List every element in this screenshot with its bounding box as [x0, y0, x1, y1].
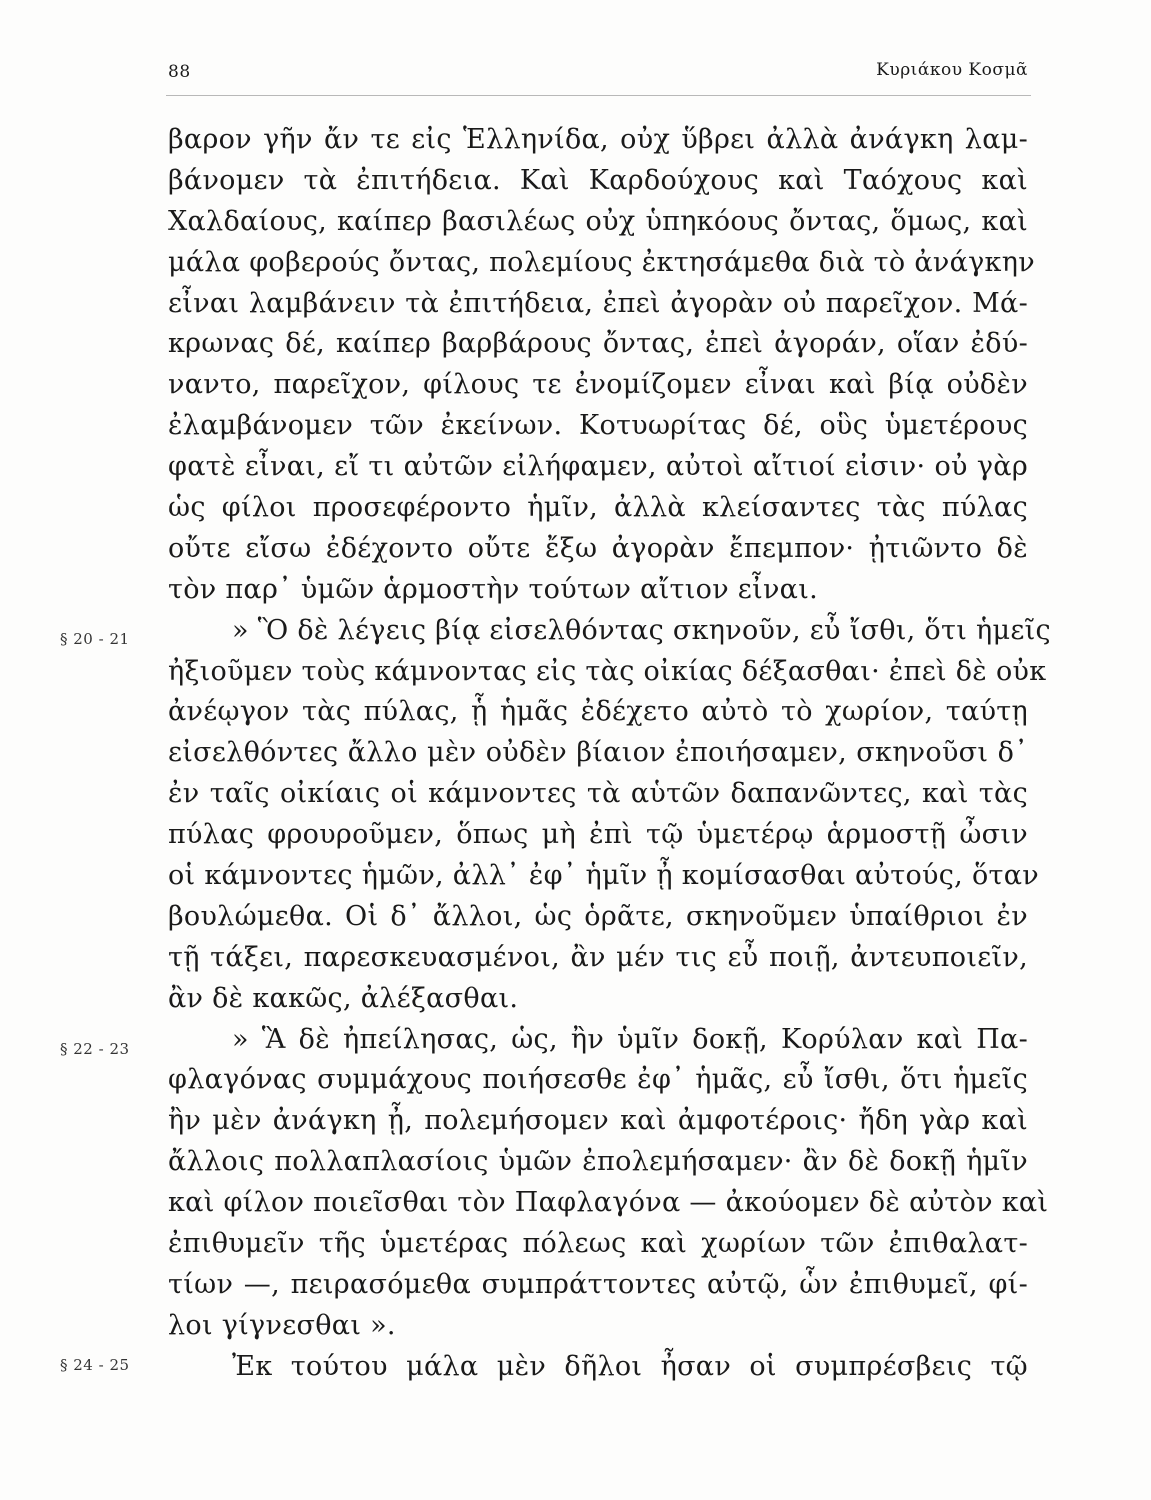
text-line: εἶναι λαμβάνειν τὰ ἐπιτήδεια, ἐπεὶ ἀγορὰν οὐ παρεῖχον. Μά- — [168, 287, 1028, 319]
text-line: οἱ κάμνοντες ἡμῶν, ἀλλ᾽ ἐφ᾽ ἡμῖν ᾖ κομίσασθαι αὐτούς, ὅταν — [168, 860, 1039, 892]
margin-note-section: § 20 - 21 — [60, 630, 130, 648]
text-line: φατὲ εἶναι, εἴ τι αὐτῶν εἰλήφαμεν, αὐτοὶ αἴτιοί εἰσιν· οὐ γὰρ — [168, 451, 1028, 483]
text-line: ἂν δὲ κακῶς, ἀλέξασθαι. — [168, 982, 519, 1014]
text-line: » Ὃ δὲ λέγεις βίᾳ εἰσελθόντας σκηνοῦν, εὖ ἴσθι, ὅτι ἡμεῖς — [232, 614, 1051, 646]
running-title: Κυριάκου Κοσμᾶ — [876, 60, 1028, 80]
text-line: ἢν μὲν ἀνάγκη ᾖ, πολεμήσομεν καὶ ἀμφοτέροις· ἤδη γὰρ καὶ — [168, 1105, 1028, 1137]
text-line: βάνομεν τὰ ἐπιτήδεια. Καὶ Καρδούχους καὶ Ταόχους καὶ — [168, 164, 1028, 196]
text-line: Ἐκ τούτου μάλα μὲν δῆλοι ἦσαν οἱ συμπρέσβεις τῷ — [232, 1350, 1028, 1382]
text-line: βουλώμεθα. Οἱ δ᾽ ἄλλοι, ὡς ὁρᾶτε, σκηνοῦμεν ὑπαίθριοι ἐν — [168, 900, 1028, 932]
text-line: κρωνας δέ, καίπερ βαρβάρους ὄντας, ἐπεὶ ἀγοράν, οἵαν ἐδύ- — [168, 328, 1028, 360]
running-head — [168, 60, 1028, 90]
page-number: 88 — [168, 62, 191, 82]
text-line: ἀνέῳγον τὰς πύλας, ᾗ ἡμᾶς ἐδέχετο αὐτὸ τὸ χωρίον, ταύτῃ — [168, 696, 1028, 728]
text-line: τὸν παρ᾽ ὑμῶν ἁρμοστὴν τούτων αἴτιον εἶναι. — [168, 573, 818, 605]
text-line: βαρον γῆν ἄν τε εἰς Ἑλληνίδα, οὐχ ὕβρει ἀλλὰ ἀνάγκη λαμ- — [168, 124, 1028, 155]
text-line: ἄλλοις πολλαπλασίοις ὑμῶν ἐπολεμήσαμεν· ἂν δὲ δοκῇ ἡμῖν — [168, 1146, 1028, 1178]
text-line: λοι γίγνεσθαι ». — [168, 1309, 396, 1341]
text-line: μάλα φοβερούς ὄντας, πολεμίους ἐκτησάμεθα διὰ τὸ ἀνάγκην — [168, 246, 1035, 278]
header-rule — [166, 95, 1031, 96]
text-line: καὶ φίλον ποιεῖσθαι τὸν Παφλαγόνα — ἀκούομεν δὲ αὐτὸν καὶ — [168, 1187, 1049, 1219]
text-line: πύλας φρουροῦμεν, ὅπως μὴ ἐπὶ τῷ ὑμετέρῳ ἁρμοστῇ ὦσιν — [168, 819, 1028, 851]
text-line: » Ἃ δὲ ἠπείλησας, ὡς, ἢν ὑμῖν δοκῇ, Κορύλαν καὶ Πα- — [232, 1023, 1028, 1055]
text-line: ἐλαμβάνομεν τῶν ἐκείνων. Κοτυωρίτας δέ, οὓς ὑμετέρους — [168, 410, 1028, 442]
text-line: ναντο, παρεῖχον, φίλους τε ἐνομίζομεν εἶναι καὶ βίᾳ οὐδὲν — [168, 369, 1028, 401]
text-line: τίων —, πειρασόμεθα συμπράττοντες αὐτῷ, ὧν ἐπιθυμεῖ, φί- — [168, 1268, 1028, 1300]
text-line: φλαγόνας συμμάχους ποιήσεσθε ἐφ᾽ ἡμᾶς, εὖ ἴσθι, ὅτι ἡμεῖς — [168, 1064, 1028, 1096]
text-line: ἐν ταῖς οἰκίαις οἱ κάμνοντες τὰ αὑτῶν δαπανῶντες, καὶ τὰς — [168, 778, 1028, 810]
text-line: ἐπιθυμεῖν τῆς ὑμετέρας πόλεως καὶ χωρίων τῶν ἐπιθαλατ- — [168, 1228, 1028, 1260]
text-line: ὡς φίλοι προσεφέροντο ἡμῖν, ἀλλὰ κλείσαντες τὰς πύλας — [168, 492, 1028, 524]
text-line: εἰσελθόντες ἄλλο μὲν οὐδὲν βίαιον ἐποιήσαμεν, σκηνοῦσι δ᾽ — [168, 737, 1028, 769]
text-line: Χαλδαίους, καίπερ βασιλέως οὐχ ὑπηκόους ὄντας, ὅμως, καὶ — [168, 205, 1028, 237]
margin-note-section: § 24 - 25 — [60, 1356, 130, 1374]
text-line: οὔτε εἴσω ἐδέχοντο οὔτε ἔξω ἀγορὰν ἔπεμπον· ᾐτιῶντο δὲ — [168, 532, 1028, 564]
text-line: ἠξιοῦμεν τοὺς κάμνοντας εἰς τὰς οἰκίας δέξασθαι· ἐπεὶ δὲ οὐκ — [168, 655, 1047, 687]
text-line: τῇ τάξει, παρεσκευασμένοι, ἂν μέν τις εὖ ποιῇ, ἀντευποιεῖν, — [168, 941, 1028, 973]
margin-note-section: § 22 - 23 — [60, 1040, 130, 1058]
body-text — [168, 120, 1051, 1388]
